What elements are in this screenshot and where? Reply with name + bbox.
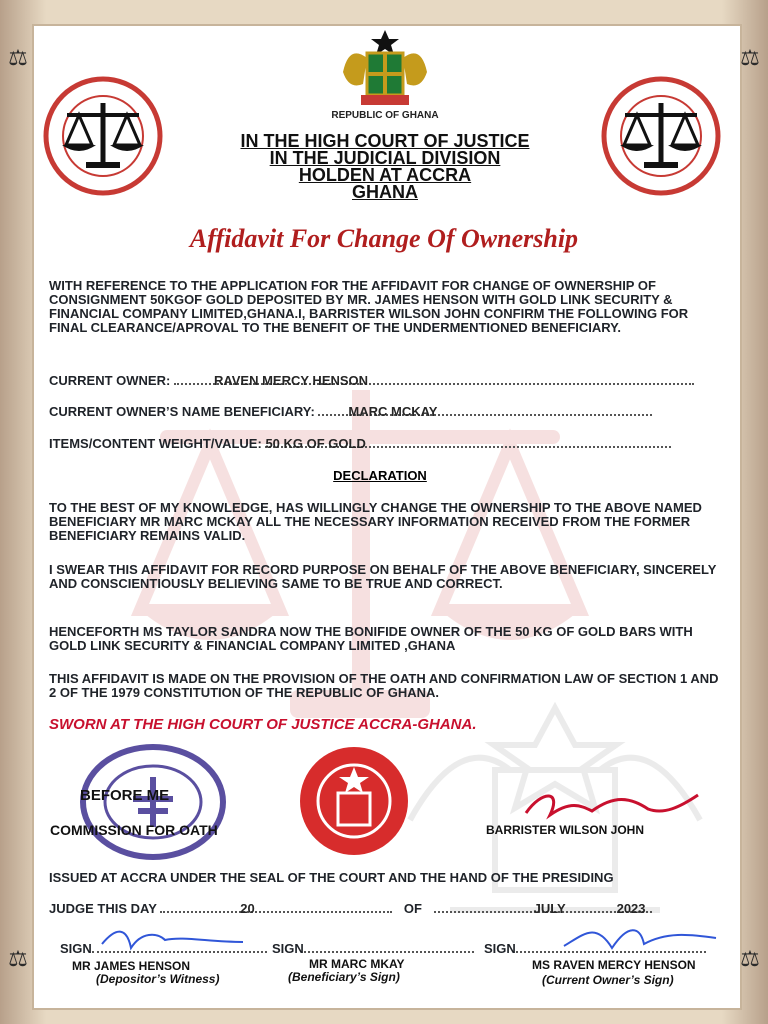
court-title: IN THE HIGH COURT OF JUSTICE IN THE JUDICIAL DIVISION HOLDEN AT ACCRA GHANA xyxy=(240,131,530,202)
current-owner-row: CURRENT OWNER: RAVEN MERCY HENSON xyxy=(49,373,694,388)
declaration-paragraph-2: I SWEAR THIS AFFIDAVIT FOR RECORD PURPOSE ON BEHALF OF THE ABOVE BENEFICIARY, SINCERELY AND CONSCIENTIOUSLY BELIEVING SAME TO BE TRUE AND CORRECT. xyxy=(49,562,717,591)
sign-row-2: SIGN xyxy=(272,941,474,956)
judge-date-row: JUDGE THIS DAY 20 OF JULY 2023 xyxy=(49,901,652,916)
scale-icon: ⚖ xyxy=(8,45,28,70)
sign-row-1: SIGN xyxy=(60,941,267,956)
signatory-role-2: (Beneficiary’s Sign) xyxy=(288,970,400,984)
signatory-name-3: MS RAVEN MERCY HENSON xyxy=(532,958,696,972)
signatory-name-1: MR JAMES HENSON xyxy=(72,959,191,973)
signatory-role-1: (Depositor’s Witness) xyxy=(96,972,220,986)
declaration-heading: DECLARATION xyxy=(333,468,427,483)
document-title: Affidavit For Change Of Ownership xyxy=(189,224,579,253)
declaration-paragraph-3: HENCEFORTH MS TAYLOR SANDRA NOW THE BONIFIDE OWNER OF THE 50 KG OF GOLD BARS WITH GOLD LINK SECURITY & FINANCIAL COMPANY LIMITED ,GHANA xyxy=(49,624,693,653)
barrister-name: BARRISTER WILSON JOHN xyxy=(486,823,645,837)
sign-row-3: SIGN xyxy=(484,941,706,956)
items-row: ITEMS/CONTENT WEIGHT/VALUE: 50 KG OF GOLD xyxy=(49,436,671,451)
high-court-seal-left xyxy=(42,75,164,197)
issued-line: ISSUED AT ACCRA UNDER THE SEAL OF THE COURT AND THE HAND OF THE PRESIDING xyxy=(49,870,614,885)
before-me-label: BEFORE ME xyxy=(80,787,170,804)
declaration-paragraph-4: THIS AFFIDAVIT IS MADE ON THE PROVISION OF THE OATH AND CONFIRMATION LAW OF SECTION 1 AND 2 OF THE 1979 CONSTITUTION OF THE REPUBLIC OF GHANA. xyxy=(49,671,719,700)
declaration-paragraph-1: TO THE BEST OF MY KNOWLEDGE, HAS WILLINGLY CHANGE THE OWNERSHIP TO THE ABOVE NAMED BENEFICIARY MR MARC MCKAY ALL THE NECESSARY INFORMATION RECEIVED FROM THE FORMER BENEFICIARY REMAINS VALID. xyxy=(49,500,702,543)
barrister-signature xyxy=(522,785,702,825)
red-official-seal xyxy=(298,745,410,857)
ghana-coat-of-arms xyxy=(331,26,439,114)
scale-icon: ⚖ xyxy=(740,946,760,971)
beneficiary-row: CURRENT OWNER’S NAME BENEFICIARY: MARC MCKAY xyxy=(49,404,652,419)
scale-icon: ⚖ xyxy=(8,946,28,971)
sworn-statement: SWORN AT THE HIGH COURT OF JUSTICE ACCRA-GHANA. xyxy=(49,716,477,733)
commission-label: COMMISSION FOR OATH xyxy=(50,822,218,838)
signatory-role-3: (Current Owner’s Sign) xyxy=(542,973,674,987)
signatory-name-2: MR MARC MKAY xyxy=(309,957,405,971)
intro-paragraph: WITH REFERENCE TO THE APPLICATION FOR THE AFFIDAVIT FOR CHANGE OF OWNERSHIP OF CONSIGNMENT 50KGOF GOLD DEPOSITED BY MR. JAMES HENSON WITH GOLD LINK SECURITY & FINANCIAL COMPANY LIMITED,GHANA.I, BARRISTER WILSON JOHN CONFIRM THE FOLLOWING FOR FINAL CLEARANCE/APROVAL TO THE BENEFIT OF THE UNDERMENTIONED BENEFICIARY. xyxy=(49,278,689,335)
scale-icon: ⚖ xyxy=(740,45,760,70)
republic-label: REPUBLIC OF GHANA xyxy=(331,110,439,121)
